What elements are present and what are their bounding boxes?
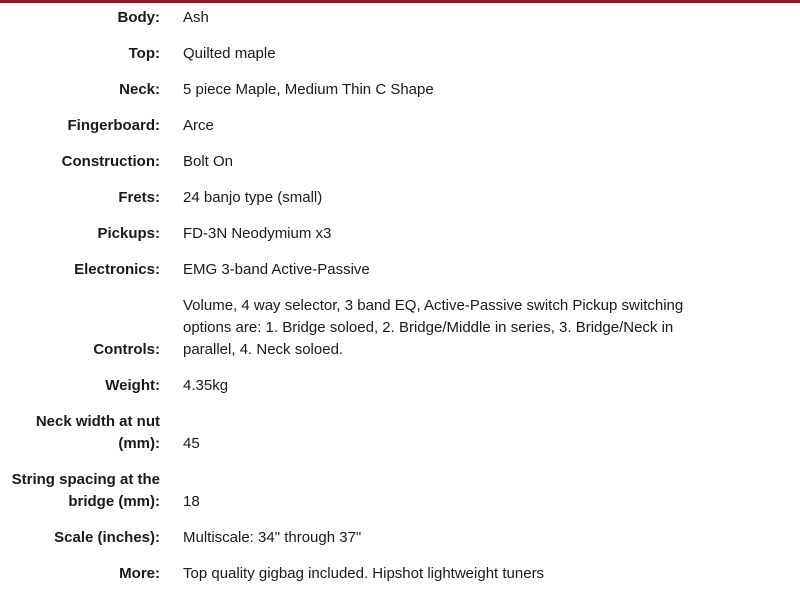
spec-row-top [0,36,800,72]
spec-label: Construction: [61,153,160,170]
spec-value: FD-3N Neodymium x3 [183,225,332,242]
spec-value: Volume, 4 way selector, 3 band EQ, Active-Passive switch Pickup switching options are: 1. Bridge soloed, 2. Bridge/Middle in series, 3. Bridge/Neck in parallel, 4. Neck soloed. [183,297,684,358]
spec-label: Pickups: [97,225,160,242]
spec-label: Body: [117,9,160,26]
spec-label: Scale (inches): [54,529,160,546]
spec-label: More: [119,565,160,582]
spec-row-weight [0,368,800,404]
spec-value: EMG 3-band Active-Passive [183,261,370,278]
spec-row-controls [0,288,800,368]
spec-row-body [0,3,800,36]
spec-label: Weight: [105,377,160,394]
spec-row-construction [0,144,800,180]
spec-value: Top quality gigbag included. Hipshot lightweight tuners [183,565,545,582]
spec-value: Quilted maple [183,45,276,62]
spec-value: Ash [183,9,209,26]
spec-row-more [0,556,800,592]
spec-row-frets [0,180,800,216]
spec-value: 45 [183,435,200,452]
spec-row-pickups [0,216,800,252]
spec-label: Neck: [119,81,160,98]
spec-label: Fingerboard: [67,117,160,134]
spec-value: Multiscale: 34" through 37" [183,529,362,546]
spec-row-string-spacing [0,462,800,520]
spec-value: 4.35kg [183,377,229,394]
spec-label: Top: [128,45,160,62]
spec-value: 18 [183,493,200,510]
spec-label: Electronics: [74,261,160,278]
spec-row-electronics [0,252,800,288]
spec-value: 24 banjo type (small) [183,189,323,206]
spec-label: Frets: [118,189,160,206]
spec-value: Bolt On [183,153,234,170]
spec-label: String spacing at the bridge (mm): [11,471,160,510]
spec-table [0,3,800,592]
spec-label: Neck width at nut (mm): [35,413,160,452]
spec-label: Controls: [93,341,160,358]
spec-value: 5 piece Maple, Medium Thin C Shape [183,81,434,98]
spec-row-neck-width [0,404,800,462]
spec-value: Arce [183,117,214,134]
spec-row-neck [0,72,800,108]
spec-row-scale [0,520,800,556]
spec-row-fingerboard [0,108,800,144]
